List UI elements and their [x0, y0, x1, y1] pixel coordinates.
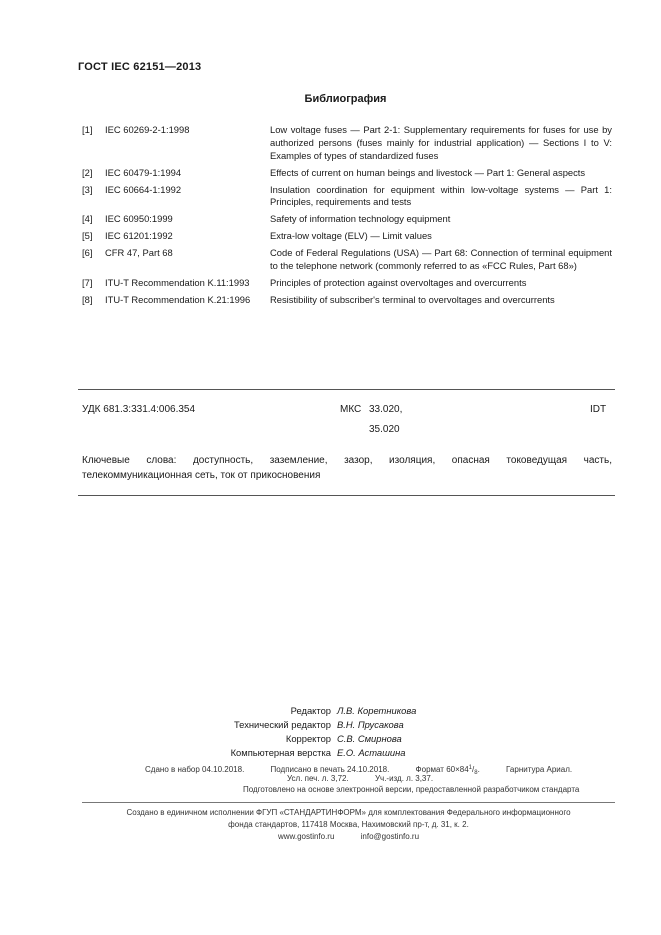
bibliography-entry: [82, 184, 612, 210]
credit-role: Редактор: [290, 705, 331, 716]
entry-number: [6]: [82, 247, 93, 259]
entry-title: Safety of information technology equipment: [270, 213, 451, 225]
divider: [78, 495, 615, 496]
credit-name: С.В. Смирнова: [337, 733, 402, 744]
footer-line: фонда стандартов, 117418 Москва, Нахимовский пр-т, д. 31, к. 2.: [228, 820, 469, 829]
bibliography-list: [82, 124, 612, 311]
footer-contacts: [82, 831, 615, 843]
bibliography-entry: [82, 230, 612, 243]
section-title: Библиография: [304, 93, 387, 105]
bibliography-entry: [82, 167, 612, 180]
email-link[interactable]: info@gostinfo.ru: [360, 832, 420, 841]
document-code: ГОСТ IEC 62151—2013: [78, 61, 202, 73]
entry-number: [5]: [82, 230, 93, 242]
divider: [78, 389, 615, 390]
credit-role: Компьютерная верстка: [230, 747, 331, 758]
entry-title: Principles of protection against overvoltages and overcurrents: [270, 277, 527, 289]
entry-reference: ITU-T Recommendation K.21:1996: [105, 294, 251, 306]
credit-role: Технический редактор: [233, 719, 331, 730]
credit-row: [0, 704, 661, 718]
mks-label: МКС: [340, 404, 362, 415]
footer-line: Создано в единичном исполнении ФГУП «СТАНДАРТИНФОРМ» для комплектования Федерального информационного: [126, 808, 571, 817]
publisher-footer: [82, 807, 615, 843]
paper-format: Формат $60\times 84^1/_8$.: [415, 765, 480, 776]
entry-title: Insulation coordination for equipment within low-voltage systems — Part 1: Principles, requirements and tests: [270, 183, 612, 208]
credit-name: Л.В. Коретникова: [337, 705, 417, 716]
idt-label: IDT: [590, 404, 607, 415]
credit-row: [0, 718, 661, 732]
mks-value: 33.020,: [369, 404, 403, 415]
credit-row: [0, 732, 661, 746]
entry-reference: IEC 61201:1992: [105, 230, 173, 242]
mks-value: 35.020: [369, 424, 400, 435]
print-sheets: Усл. печ. л. 3,72.: [287, 774, 349, 783]
entry-reference: IEC 60950:1999: [105, 213, 173, 225]
entry-number: [1]: [82, 124, 93, 135]
divider: [82, 802, 615, 803]
edition-sheets: Уч.-изд. л. 3,37.: [374, 774, 434, 783]
font-info: Гарнитура Ариал.: [506, 765, 573, 774]
credit-name: Е.О. Асташина: [337, 747, 406, 758]
bibliography-entry: [82, 213, 612, 226]
entry-title: Effects of current on human beings and livestock — Part 1: General aspects: [270, 166, 586, 178]
entry-reference: IEC 60269-2-1:1998: [105, 124, 190, 135]
credit-row: [0, 746, 661, 760]
entry-reference: IEC 60479-1:1994: [105, 166, 182, 178]
typeset-date: Сдано в набор 04.10.2018.: [145, 765, 245, 774]
entry-number: [2]: [82, 166, 93, 178]
entry-number: [4]: [82, 213, 93, 225]
website-link[interactable]: www.gostinfo.ru: [277, 832, 335, 841]
entry-title: Resistibility of subscriber's terminal to overvoltages and overcurrents: [270, 294, 555, 306]
entry-reference: CFR 47, Part 68: [105, 247, 173, 259]
udk-code: УДК 681.3:331.4:006.354: [82, 404, 196, 415]
bibliography-entry: [82, 294, 612, 307]
print-info-line: [287, 774, 433, 783]
mks-values: [369, 400, 429, 440]
bibliography-entry: [82, 247, 612, 273]
credit-role: Корректор: [285, 733, 331, 744]
bibliography-entry: [82, 124, 612, 162]
signed-date: Подписано в печать 24.10.2018.: [270, 765, 390, 774]
credit-name: В.Н. Прусакова: [337, 719, 404, 730]
entry-number: [8]: [82, 294, 93, 306]
entry-reference: IEC 60664-1:1992: [105, 183, 182, 195]
entry-reference: ITU-T Recommendation K.11:1993: [105, 277, 250, 289]
entry-number: [7]: [82, 277, 93, 289]
entry-title: Code of Federal Regulations (USA) — Part 68: Connection of terminal equipment to the telephone network (commonly referred to as «FCC Rules, Part 68»): [270, 247, 612, 272]
entry-number: [3]: [82, 183, 93, 195]
keywords: Ключевые слова: доступность, заземление, зазор, изоляция, опасная токоведущая часть, телекоммуникационная сеть, ток от прикосновения: [82, 455, 612, 481]
credits: [0, 704, 661, 760]
bibliography-entry: [82, 277, 612, 290]
entry-title: Low voltage fuses — Part 2-1: Supplementary requirements for fuses for use by authorized persons (fuses mainly for industrial application) — Sections I to V: Examples of types of standardized fuses: [270, 124, 612, 161]
prepared-note: Подготовлено на основе электронной версии, предоставленной разработчиком стандарта: [243, 785, 580, 794]
entry-title: Extra-low voltage (ELV) — Limit values: [270, 230, 432, 242]
